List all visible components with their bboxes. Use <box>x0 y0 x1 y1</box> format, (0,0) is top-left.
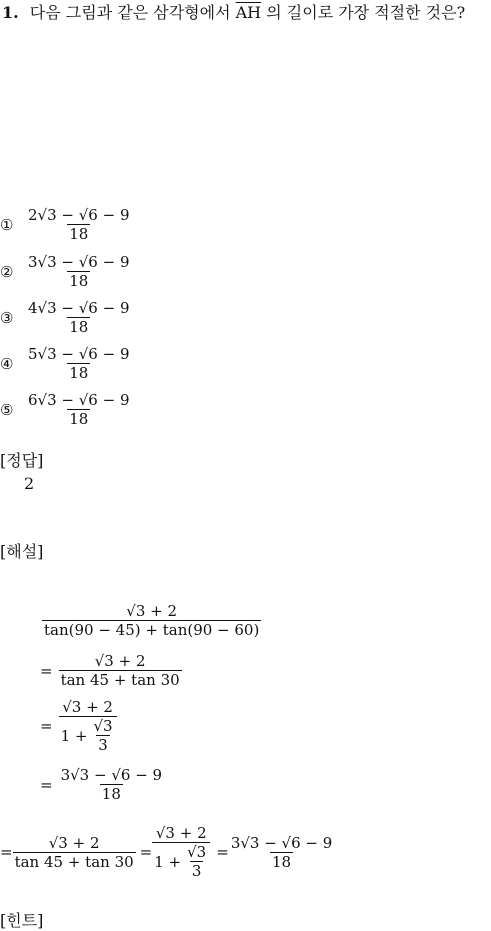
solution-den-1: tan(90 − 45) + tan(90 − 60) <box>44 621 260 639</box>
combined-num-1: √3 + 2 <box>48 833 100 852</box>
choice-4[interactable] <box>0 345 132 382</box>
equals-sign: = <box>0 843 13 861</box>
combined-den-2-fraction <box>185 843 208 880</box>
solution-num-4: 3√3 − √6 − 9 <box>60 766 163 784</box>
choice-fraction <box>26 391 132 428</box>
solution-den-3 <box>59 716 117 754</box>
solution-fraction-3 <box>59 698 117 754</box>
solution-step-1 <box>42 602 261 639</box>
choice-mark: ② <box>0 262 14 281</box>
combined-num-2: √3 + 2 <box>155 824 207 842</box>
combined-fraction-2 <box>152 824 210 880</box>
combined-fraction-3 <box>229 834 335 871</box>
combined-fraction-1 <box>13 834 136 871</box>
choice-denominator: 18 <box>69 225 89 243</box>
combined-den-2-lead: 1 + <box>154 852 182 871</box>
choice-coef: 3 <box>28 253 38 271</box>
choice-numerator-rest: √3 − √6 − 9 <box>37 345 130 363</box>
question-text-before: 다음 그림과 같은 삼각형에서 <box>29 3 231 22</box>
solution-step-4 <box>40 766 164 803</box>
choice-numerator-rest: √3 − √6 − 9 <box>37 299 130 317</box>
choice-1[interactable] <box>0 206 132 243</box>
solution-den-3-lead: 1 + <box>60 726 88 745</box>
choice-coef: 2 <box>28 206 38 224</box>
choice-numerator-rest: √3 − √6 − 9 <box>37 206 130 224</box>
combined-den-2-num: √3 <box>187 843 207 861</box>
choice-mark: ⑤ <box>0 400 14 419</box>
choice-fraction <box>26 299 132 336</box>
choice-numerator-rest: √3 − √6 − 9 <box>37 391 130 409</box>
choice-denominator: 18 <box>69 364 89 382</box>
solution-label: [해설] <box>0 542 44 561</box>
choice-fraction <box>26 345 132 382</box>
choice-coef: 4 <box>28 299 38 317</box>
equals-sign: = <box>40 775 53 794</box>
solution-combined <box>0 824 334 880</box>
question-number: 1. <box>2 3 19 22</box>
choice-mark: ④ <box>0 354 14 373</box>
choice-coef: 6 <box>28 391 38 409</box>
choice-2[interactable] <box>0 253 132 290</box>
choice-5[interactable] <box>0 391 132 428</box>
solution-fraction-1 <box>42 602 261 639</box>
solution-fraction-4 <box>59 766 165 803</box>
solution-fraction-2 <box>59 652 182 689</box>
choice-coef: 5 <box>28 345 38 363</box>
combined-den-3: 18 <box>272 852 292 871</box>
combined-den-1: tan 45 + tan 30 <box>14 852 134 871</box>
choice-mark: ① <box>0 215 14 234</box>
equals-sign: = <box>40 661 53 680</box>
solution-den-3-fraction <box>91 717 114 754</box>
solution-den-3-den: 3 <box>98 736 108 754</box>
choice-denominator: 18 <box>69 272 89 290</box>
solution-den-2: tan 45 + tan 30 <box>60 671 180 689</box>
choice-3[interactable] <box>0 299 132 336</box>
hint-label: [힌트] <box>0 911 44 930</box>
solution-num-1: √3 + 2 <box>126 602 178 620</box>
segment-ah: $\overline{AH}$ <box>235 3 262 22</box>
solution-den-4: 18 <box>101 785 121 803</box>
combined-den-2-den: 3 <box>191 862 202 880</box>
equals-sign: = <box>139 843 153 861</box>
choice-fraction <box>26 253 132 290</box>
choice-fraction <box>26 206 132 243</box>
combined-num-3: 3√3 − √6 − 9 <box>230 833 333 852</box>
combined-den-2 <box>152 842 210 880</box>
choice-denominator: 18 <box>69 318 89 336</box>
answer-value: 2 <box>24 474 35 493</box>
question-text-after: 의 길이로 가장 적절한 것은? <box>266 3 466 22</box>
choice-mark: ③ <box>0 308 14 327</box>
solution-num-2: √3 + 2 <box>94 652 146 670</box>
equals-sign: = <box>40 717 53 735</box>
solution-num-3: √3 + 2 <box>62 698 113 716</box>
choice-numerator-rest: √3 − √6 − 9 <box>37 253 130 271</box>
equals-sign: = <box>216 843 229 861</box>
answer-label: [정답] <box>0 451 44 470</box>
solution-step-2 <box>40 652 182 689</box>
choice-denominator: 18 <box>69 410 89 428</box>
solution-step-3 <box>40 698 117 754</box>
question-title <box>2 2 465 24</box>
solution-den-3-num: √3 <box>93 717 113 735</box>
